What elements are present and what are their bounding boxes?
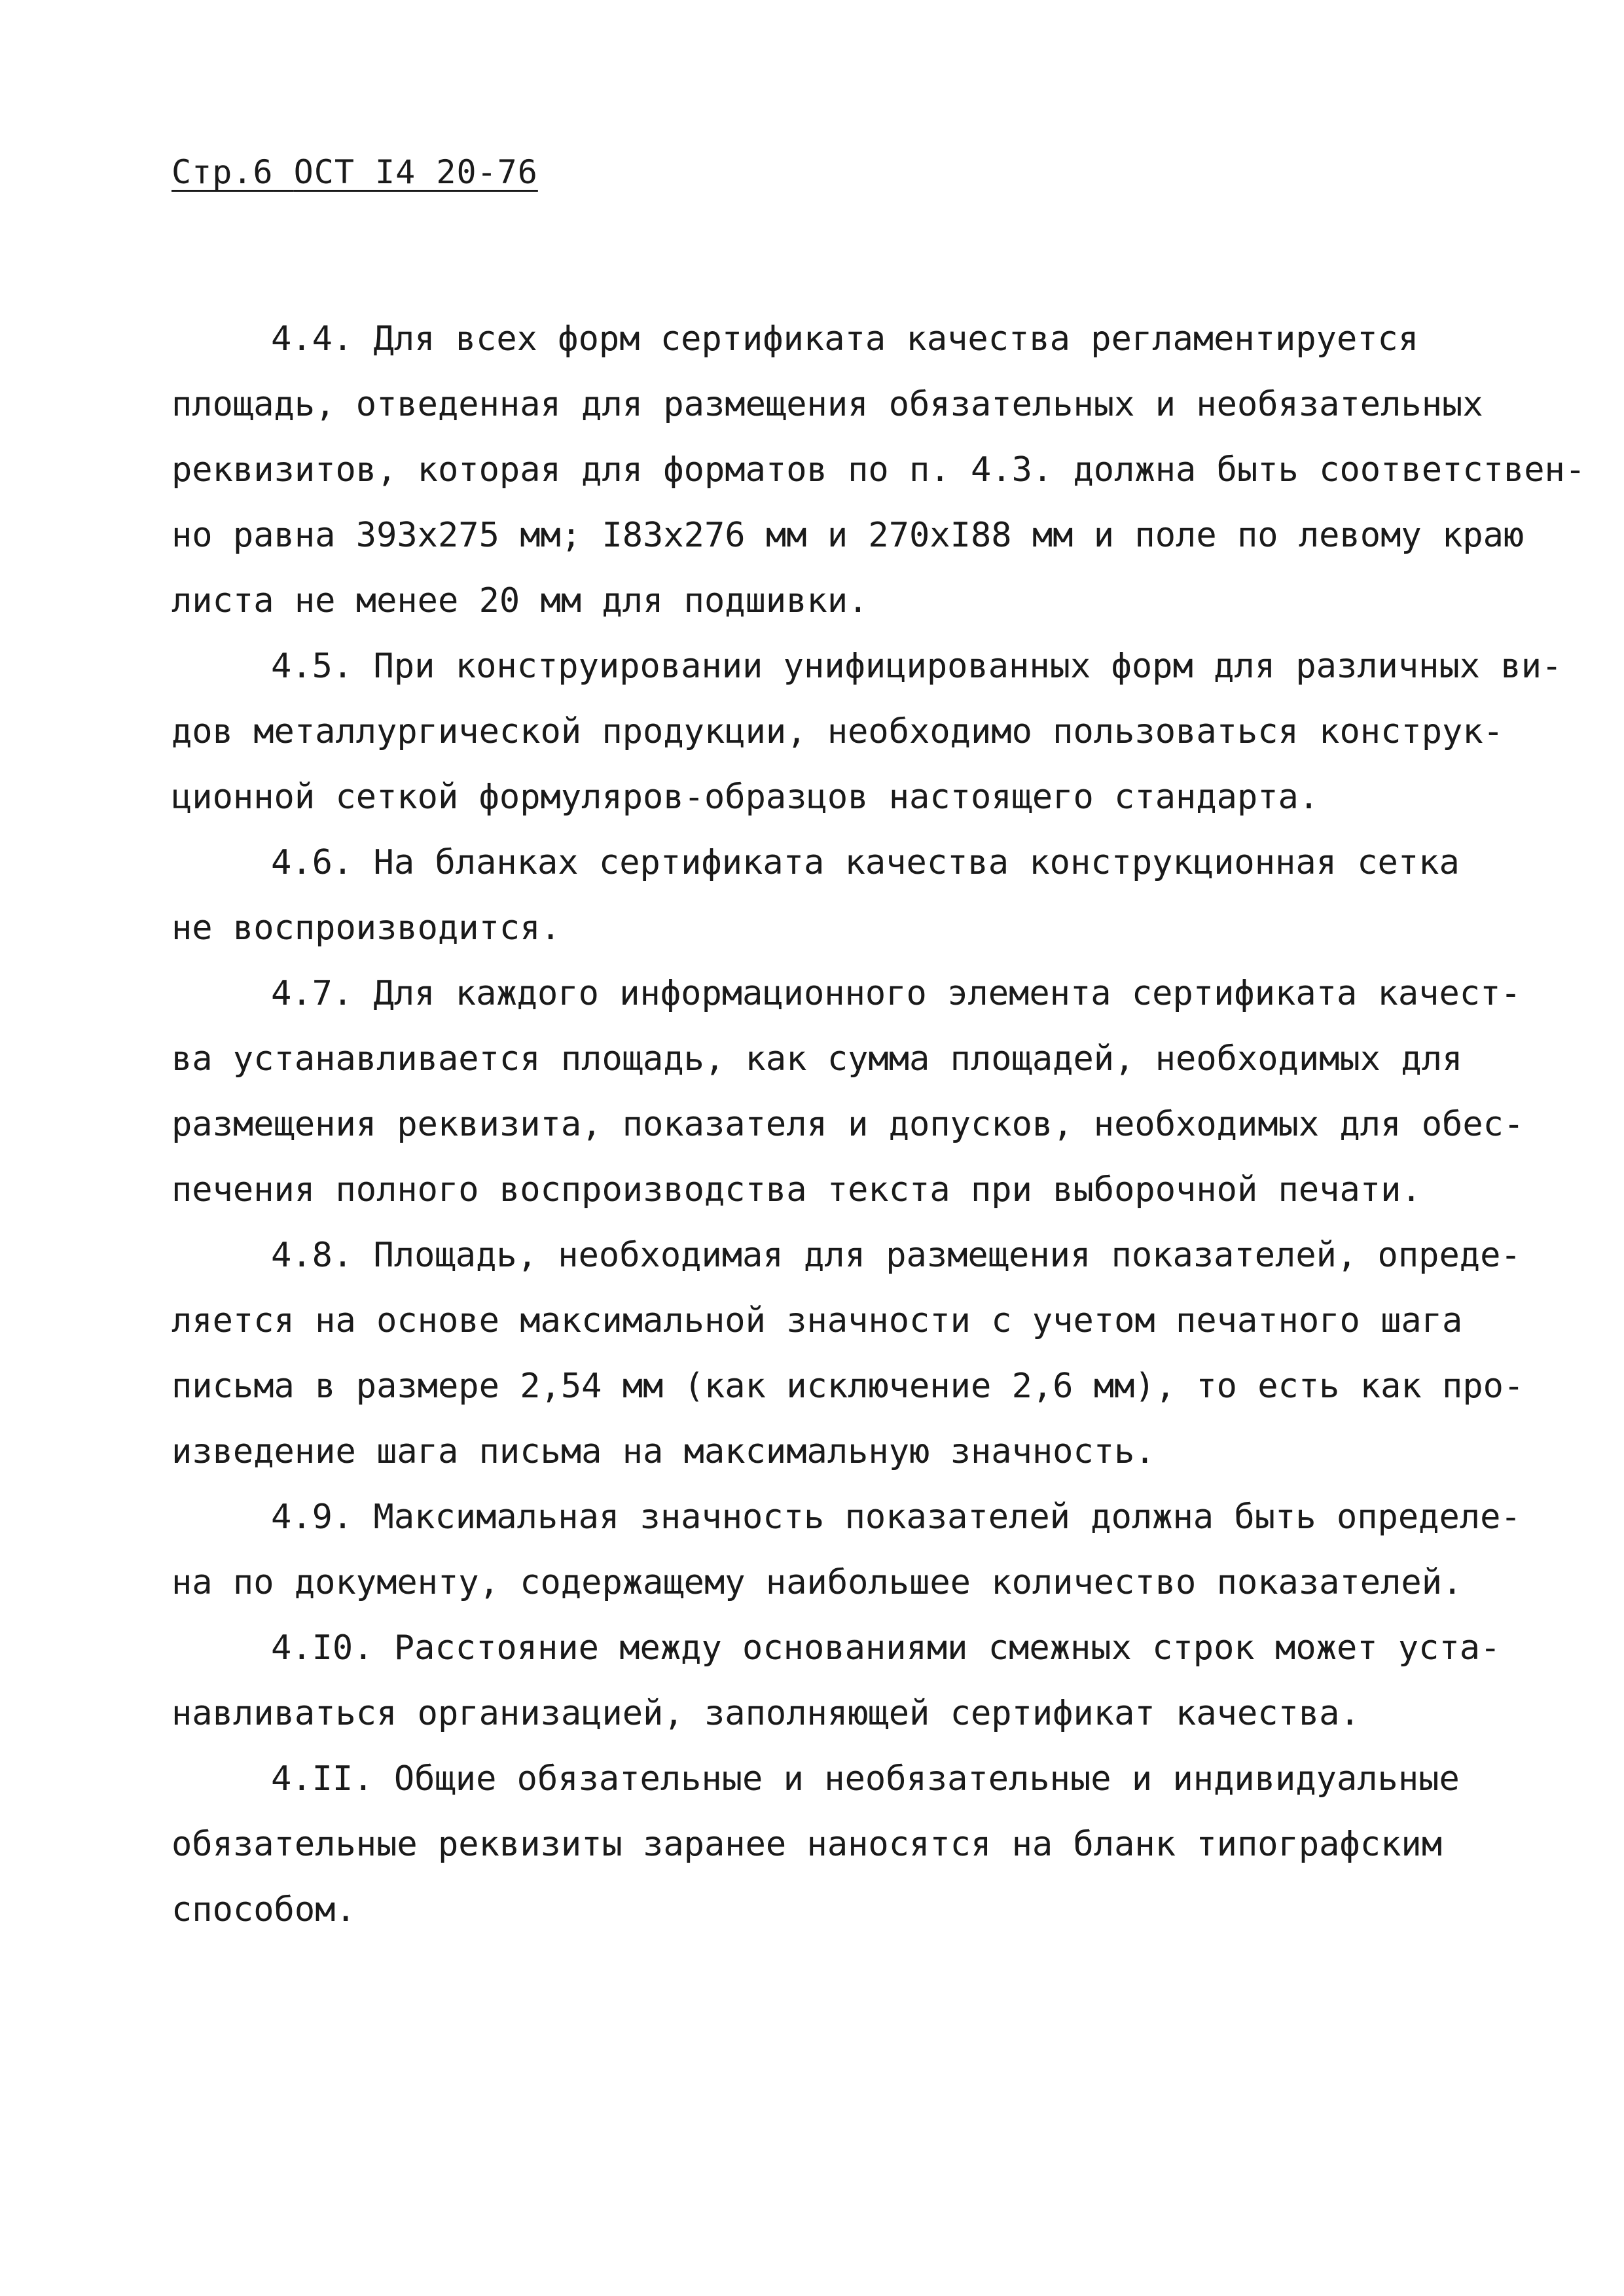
paragraph-4-4-line-3: реквизитов, которая для форматов по п. 4.3. должна быть соответствен- [171, 450, 1586, 490]
standard-designation: ОСТ I4 20-76 [293, 153, 538, 191]
paragraph-4-11-line-1: 4.II. Общие обязательные и необязательные и индивидуальные [271, 1759, 1460, 1799]
paragraph-4-5-line-1: 4.5. При конструировании унифицированных форм для различных ви- [271, 647, 1562, 686]
paragraph-4-11-line-2: обязательные реквизиты заранее наносятся на бланк типографским [171, 1825, 1443, 1864]
paragraph-4-7-line-3: размещения реквизита, показателя и допусков, необходимых для обес- [171, 1105, 1525, 1144]
paragraph-4-4-line-1: 4.4. Для всех форм сертификата качества регламентируется [271, 319, 1419, 359]
paragraph-4-4-line-4: но равна 393х275 мм; I83х276 мм и 270хI88 мм и поле по левому краю [171, 516, 1525, 555]
page-number-label: Стр.6 [171, 153, 274, 191]
paragraph-4-4-line-5: листа не менее 20 мм для подшивки. [171, 581, 869, 620]
paragraph-4-6-line-2: не воспроизводится. [171, 908, 561, 948]
paragraph-4-11-line-3: способом. [171, 1890, 356, 1929]
paragraph-4-8-line-4: изведение шага письма на максимальную значность. [171, 1432, 1155, 1471]
paragraph-4-4-line-2: площадь, отведенная для размещения обязательных и необязательных [171, 385, 1483, 424]
paragraph-4-8-line-3: письма в размере 2,54 мм (как исключение 2,6 мм), то есть как про- [171, 1367, 1525, 1406]
paragraph-4-9-line-2: на по документу, содержащему наибольшее количество показателей. [171, 1563, 1463, 1602]
paragraph-4-7-line-4: печения полного воспроизводства текста при выборочной печати. [171, 1170, 1422, 1210]
paragraph-4-6-line-1: 4.6. На бланках сертификата качества конструкционная сетка [271, 843, 1460, 882]
paragraph-4-8-line-2: ляется на основе максимальной значности с учетом печатного шага [171, 1301, 1463, 1340]
page-header [171, 149, 538, 195]
paragraph-4-5-line-3: ционной сеткой формуляров-образцов настоящего стандарта. [171, 778, 1320, 817]
paragraph-4-8-line-1: 4.8. Площадь, необходимая для размещения показателей, опреде- [271, 1236, 1521, 1275]
paragraph-4-7-line-2: ва устанавливается площадь, как сумма площадей, необходимых для [171, 1039, 1463, 1079]
paragraph-4-10-line-2: навливаться организацией, заполняющей сертификат качества. [171, 1694, 1360, 1733]
paragraph-4-7-line-1: 4.7. Для каждого информационного элемента сертификата качест- [271, 974, 1521, 1013]
paragraph-4-10-line-1: 4.I0. Расстояние между основаниями смежных строк может уста- [271, 1628, 1501, 1668]
document-body [171, 306, 1586, 1943]
paragraph-4-9-line-1: 4.9. Максимальная значность показателей должна быть определе- [271, 1498, 1521, 1537]
paragraph-4-5-line-2: дов металлургической продукции, необходимо пользоваться конструк- [171, 712, 1504, 751]
